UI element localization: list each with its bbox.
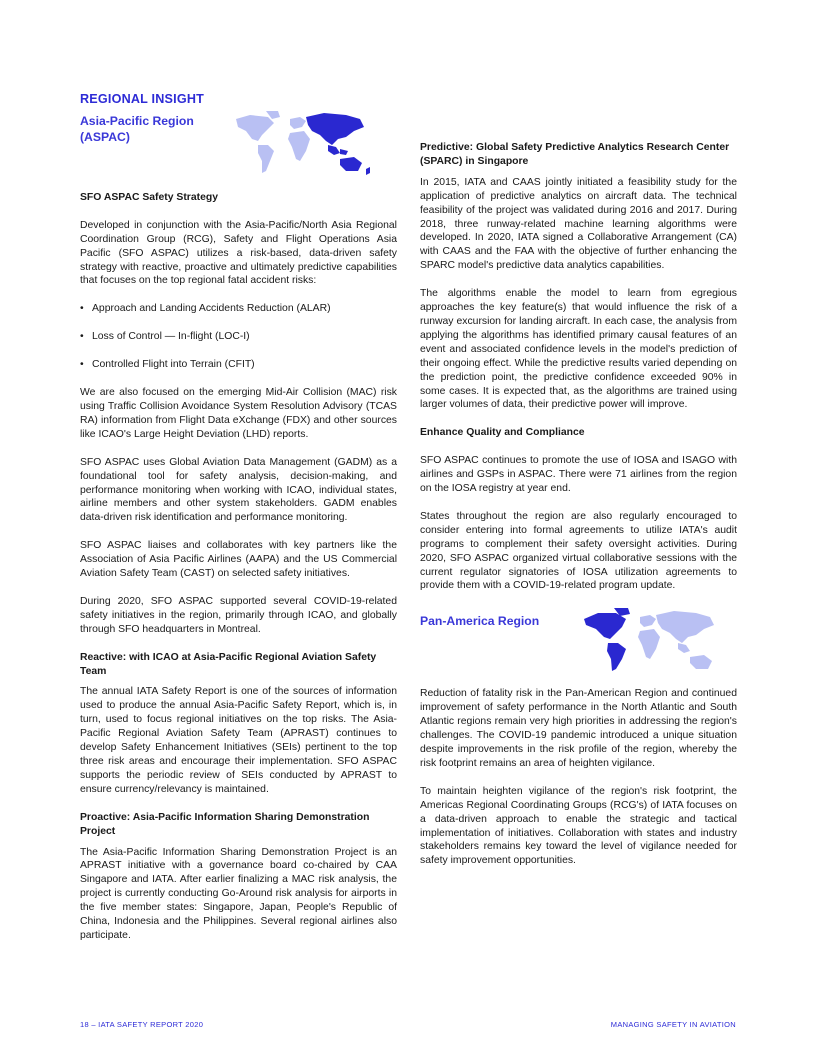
reactive-paragraph: The annual IATA Safety Report is one of the sources of information used to produce the annual Asia-Pacific Safety Report, which is, in turn, used to focus regional initiatives on the top risks. The Asia-Pacific Regional Aviation Safety Team (APRAST) continues to develop Safety Enhancement Initiatives (SEIs) pertinent to the top three risk areas and encourage their implementation. SFO ASPAC supports the periodic review of SEIs conducted by APRAST to ensure currency/relevancy is maintained. — [80, 686, 397, 795]
asia-pacific-map-icon — [228, 109, 378, 179]
aspac-intro-paragraph: Developed in conjunction with the Asia-Pacific/North Asia Regional Coordination Group (RCG), Safety and Flight Operations Asia Pacific (SFO ASPAC) utilizes a risk-based, data-driven safety strategy with reactive, proactive and ultimately predictive capabilities that focuses on the top regional fatal accident risks: — [80, 219, 397, 287]
mac-paragraph: We are also focused on the emerging Mid-Air Collision (MAC) risk using Traffic Collision Avoidance System Resolution Advisory (TCAS RA) information from Flight Data eXchange (FDX) and other sources like ICAO's Large Height Deviation (LHD) reports. — [80, 387, 397, 440]
section-title: REGIONAL INSIGHT — [80, 92, 205, 106]
predictive-heading: Predictive: Global Safety Predictive Analytics Research Center (SPARC) in Singapore — [420, 142, 730, 167]
footer-page-label: 18 – IATA SAFETY REPORT 2020 — [80, 1020, 204, 1029]
pan-america-region-title: Pan-America Region — [420, 614, 540, 629]
pan-america-paragraph-2: To maintain heighten vigilance of the region's risk footprint, the Americas Regional Coordinating Groups (RCG's) of IATA focuses on a data-driven approach to enable the strategic and tactical implementation of initiatives. Collaboration with states and industry stakeholders remains key toward the level of vigilance needed for safety improvement opportunities. — [420, 785, 737, 867]
covid-paragraph: During 2020, SFO ASPAC supported several COVID-19-related safety initiatives in the region, primarily through ICAO, and globally through SFO headquarters in Montreal. — [80, 595, 397, 635]
aspac-region-title: Asia-Pacific Region (ASPAC) — [80, 113, 194, 144]
pan-america-paragraph-1: Reduction of fatality risk in the Pan-American Region and continued improvement of safety performance in the North Atlantic and South Atlantic regions remain very high priorities in addressing the region's challenges. The COVID-19 pandemic introduced a unique situation despite improvements in the risk profile of the region, whereby the risk footprint remains an area of heighten vigilance. — [420, 688, 737, 769]
left-column — [80, 93, 397, 943]
quality-heading: Enhance Quality and Compliance — [420, 427, 585, 439]
quality-paragraph-1: SFO ASPAC continues to promote the use of IOSA and ISAGO with airlines and GSPs in ASPAC. There were 71 airlines from the region on the IOSA registry at year end. — [420, 455, 737, 495]
risk-bullet-list — [80, 302, 397, 372]
aspac-region-header — [80, 113, 397, 191]
proactive-paragraph-text: The Asia-Pacific Information Sharing Demonstration Project is an APRAST initiative with a governance board co-chaired by CAA Singapore and IATA. After earlier finalizing a MAC risk analysis, the project is currently conducting Go-Around risk analysis for airports in the five member states: Singapore, Japan, People's Republic of China, Indonesia and the Philippines. Several regional airlines also participate. — [80, 846, 397, 941]
predictive-paragraph-2: The algorithms enable the model to learn from egregious approaches the key feature(s) that would influence the risk of a runway excursion for landing aircraft. In each case, the analysis from applying the algorithms has identified primary causal features of an event and associated confidence levels in the model's prediction of their ongoing effect. While the predictive results varied depending on the prediction point, the predictive confidence exceeded 90% in some cases. It is expected that, as the algorithms are trained using larger volumes of data, their predictive power will improve. — [420, 288, 737, 411]
bullet-item: • Approach and Landing Accidents Reduction (ALAR) — [80, 302, 397, 316]
bullet-item: • Controlled Flight into Terrain (CFIT) — [80, 358, 397, 372]
aspac-strategy-heading: SFO ASPAC Safety Strategy — [80, 191, 218, 203]
quality-paragraph-2: States throughout the region are also regularly encouraged to consider entering into formal agreements to utilize IATA's audit programs to complement their safety oversight activities. During 2020, SFO ASPAC organized virtual collaborative sessions with the current regulator signatories of IOSA utilization agreements to provide them with a COVID-19-related program update. — [420, 510, 737, 592]
gadm-paragraph: SFO ASPAC uses Global Aviation Data Management (GADM) as a foundational tool for safety analysis, decision-making, and performance monitoring when working with ICAO, individual states, airline members and other system stakeholders. GADM enables data-driven risk identification and performance monitoring. — [80, 456, 397, 524]
predictive-paragraph-1: In 2015, IATA and CAAS jointly initiated a feasibility study for the application of predictive analytics on aircraft data. The technical feasibility of the project was validated during 2016 and 2017. During 2018, three runway-related machine learning algorithms were developed. In 2020, IATA signed a Collaborative Arrangement (CA) with CAAS and the FAA with the objective of further enhancing the SPARC model's predictive data analytics capabilities. — [420, 176, 737, 272]
reactive-heading: Reactive: with ICAO at Asia-Pacific Regional Aviation Safety Team — [80, 651, 377, 677]
liaises-paragraph: SFO ASPAC liaises and collaborates with key partners like the Association of Asia Pacific Airlines (AAPA) and the US Commercial Aviation Safety Team (CAST) on selected safety initiatives. — [80, 540, 397, 580]
footer-section-label: MANAGING SAFETY IN AVIATION — [610, 1020, 736, 1029]
proactive-heading: Proactive: Asia-Pacific Information Sharing Demonstration Project — [80, 811, 370, 837]
proactive-paragraph — [80, 846, 397, 943]
americas-map-icon — [578, 607, 728, 675]
bullet-item: • Loss of Control — In-flight (LOC-I) — [80, 330, 397, 344]
pan-america-region-header — [420, 613, 737, 687]
right-column — [420, 99, 737, 882]
